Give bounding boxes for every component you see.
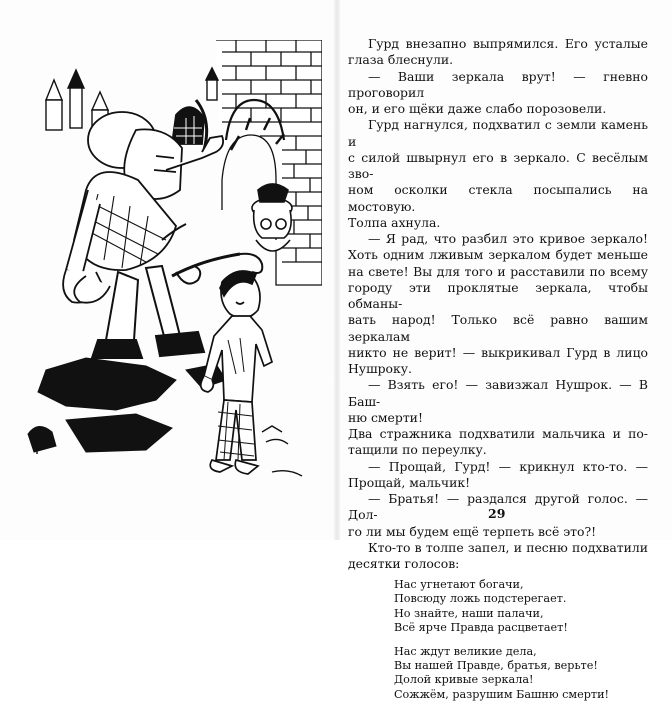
paragraph <box>348 540 648 573</box>
paragraph <box>348 377 648 426</box>
crowd-figure <box>252 184 292 251</box>
verse-line: Сожжём, разрушим Башню смерти! <box>394 687 610 701</box>
text-line: Гурд внезапно выпрямился. Его усталые <box>368 36 648 51</box>
paragraph <box>348 426 648 459</box>
paragraph <box>348 36 648 69</box>
paragraph <box>348 117 648 231</box>
text-column <box>348 36 648 712</box>
poem-stanza <box>394 578 648 635</box>
text-line: Хоть одним лживым зеркалом будет меньше <box>348 247 648 263</box>
text-line: Два стражника подхватили мальчика и по- <box>348 426 648 441</box>
text-line: десятки голосов: <box>348 556 460 571</box>
text-line: — Ваши зеркала врут! — гневно проговорил <box>348 68 648 100</box>
text-line: — Я рад, что разбил это кривое зеркало! <box>368 231 648 246</box>
guard-figure <box>63 100 223 303</box>
text-line: глаза блеснули. <box>348 52 454 68</box>
ground-shadow <box>28 358 226 452</box>
paragraph <box>348 231 648 377</box>
text-line: Кто-то в толпе запел, и песню подхватили <box>368 539 648 555</box>
text-line: ню смерти! <box>348 409 423 425</box>
text-line: он, и его щёки даже слабо порозовели. <box>348 101 607 116</box>
text-line: вать народ! Только всё равно вашим зеркалам <box>348 312 648 344</box>
text-line: Прощай, мальчик! <box>348 474 471 490</box>
guard-legs <box>92 266 204 358</box>
text-line: Нушроку. <box>348 361 412 376</box>
illustration-guards-and-boy <box>26 40 322 480</box>
text-line: с силой швырнул его в зеркало. С весёлым зво- <box>348 149 648 181</box>
ink-drawing <box>26 40 322 480</box>
poem-stanza <box>394 645 648 702</box>
page-number: 29 <box>488 506 506 521</box>
text-line: Гурд нагнулся, подхватил с земли камень и <box>348 117 648 149</box>
text-line: никто не верит! — выкрикивал Гурд в лицо <box>348 344 648 360</box>
text-line: Толпа ахнула. <box>348 214 441 230</box>
verse-line: Нас угнетают богачи, <box>394 578 524 592</box>
paragraph <box>348 459 648 492</box>
verse-line: Но знайте, наши палачи, <box>394 606 544 620</box>
verse-line: Повсюду ложь подстерегает. <box>394 592 567 606</box>
text-line: го ли мы будем ещё терпеть всё это?! <box>348 523 597 539</box>
text-line: — Прощай, Гурд! — крикнул кто-то. — <box>368 458 648 474</box>
text-line: на свете! Вы для того и расставили по всему <box>348 263 648 279</box>
verse-line: Всё ярче Правда расцветает! <box>394 620 568 634</box>
verse-line: Нас ждут великие дела, <box>394 645 537 659</box>
verse-line: Вы нашей Правде, братья, верьте! <box>394 659 598 673</box>
text-line: городу эти проклятые зеркала, чтобы обманы- <box>348 279 648 311</box>
song-poem <box>394 578 648 702</box>
text-line: ном осколки стекла посыпались на мостовую. <box>348 182 648 214</box>
boy-figure <box>201 271 272 474</box>
page-gutter <box>334 0 340 540</box>
text-line: — Взять его! — завизжал Нушрок. — В Баш- <box>348 377 648 409</box>
text-line: тащили по переулку. <box>348 442 487 458</box>
verse-line: Долой кривые зеркала! <box>394 673 534 687</box>
paragraph <box>348 69 648 118</box>
text-line: — Братья! — раздался другой голос. — Дол- <box>348 491 648 523</box>
